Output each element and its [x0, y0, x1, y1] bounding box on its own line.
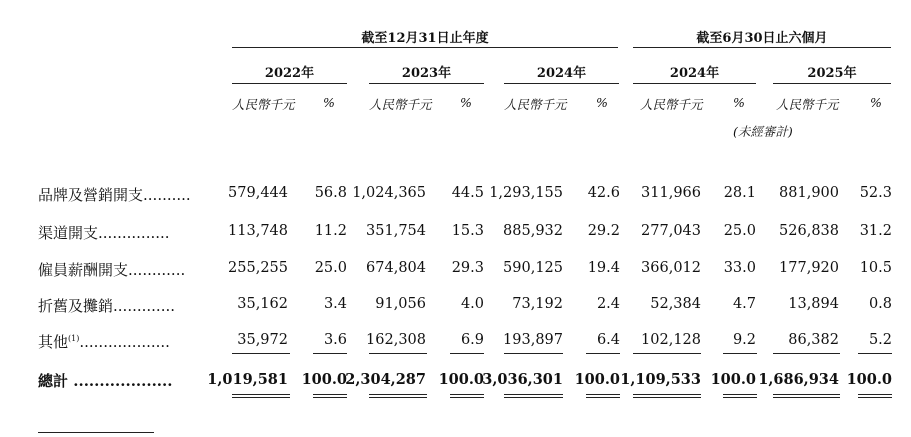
cell: 351,754	[366, 223, 426, 239]
year-header-2023: 2023年	[401, 66, 452, 81]
cell: 56.8	[314, 185, 347, 201]
footnote-marker: (1)	[68, 334, 80, 343]
unit-amount-2023: 人民幣千元	[369, 97, 432, 112]
year-header-2022: 2022年	[264, 66, 315, 81]
subtotal-rule	[232, 353, 290, 354]
cell: 1,686,934	[758, 371, 839, 388]
cell: 526,838	[779, 223, 839, 239]
footnote-separator	[38, 432, 154, 433]
cell: 0.8	[868, 296, 892, 312]
year-rule-2024	[504, 83, 619, 84]
cell: 1,293,155	[489, 185, 563, 201]
unit-amount-2022: 人民幣千元	[232, 97, 295, 112]
unit-pct-2022: %	[323, 95, 335, 110]
cell: 885,932	[503, 223, 563, 239]
cell: 13,894	[788, 296, 839, 312]
year-header-2025-h1: 2025年	[807, 66, 857, 81]
cell: 19.4	[587, 260, 620, 276]
row-label: 總計	[38, 372, 69, 390]
cell: 2,304,287	[345, 371, 426, 388]
total-double-rule	[369, 394, 427, 398]
cell: 366,012	[641, 260, 701, 276]
total-double-rule	[723, 394, 757, 398]
group-rule-fiscal-year	[232, 47, 618, 48]
cell: 3,036,301	[482, 371, 563, 388]
leader-dots: ...................	[73, 372, 173, 390]
cell: 881,900	[779, 185, 839, 201]
cell: 35,162	[237, 296, 288, 312]
cell: 3.6	[323, 332, 347, 348]
year-header-2024-h1: 2024年	[669, 66, 720, 81]
unit-pct-2023: %	[460, 95, 472, 110]
cell: 100.0	[710, 371, 756, 388]
cell: 31.2	[859, 223, 892, 239]
total-double-rule	[858, 394, 892, 398]
total-double-rule	[773, 394, 840, 398]
leader-dots: ...............	[98, 224, 170, 242]
unit-amount-2025-h1: 人民幣千元	[776, 97, 839, 112]
unit-unaudited: (未經審計)	[733, 124, 793, 139]
cell: 91,056	[375, 296, 426, 312]
total-double-rule	[232, 394, 290, 398]
cell: 100.0	[846, 371, 892, 388]
cell: 25.0	[723, 223, 756, 239]
group-header-six-months: 截至6月30日止六個月	[696, 31, 828, 46]
year-header-2024: 2024年	[536, 66, 587, 81]
subtotal-rule	[586, 353, 620, 354]
total-double-rule	[504, 394, 563, 398]
year-rule-2024-h1	[633, 83, 756, 84]
subtotal-rule	[369, 353, 427, 354]
cell: 255,255	[228, 260, 288, 276]
cell: 4.7	[732, 296, 756, 312]
row-label: 品牌及營銷開支	[38, 186, 144, 204]
row-label: 其他	[38, 333, 69, 351]
cell: 1,109,533	[620, 371, 701, 388]
unit-amount-2024: 人民幣千元	[504, 97, 567, 112]
cell: 100.0	[574, 371, 620, 388]
year-rule-2022	[232, 83, 347, 84]
cell: 2.4	[596, 296, 620, 312]
group-rule-six-months	[633, 47, 891, 48]
cell: 33.0	[723, 260, 756, 276]
unit-pct-2024: %	[596, 95, 608, 110]
unit-amount-2024-h1: 人民幣千元	[640, 97, 703, 112]
leader-dots: ............	[128, 261, 186, 279]
cell: 277,043	[641, 223, 701, 239]
cell: 35,972	[237, 332, 288, 348]
total-double-rule	[313, 394, 347, 398]
unit-pct-2025-h1: %	[870, 95, 882, 110]
subtotal-rule	[773, 353, 840, 354]
cell: 28.1	[723, 185, 756, 201]
cell: 177,920	[779, 260, 839, 276]
cell: 311,966	[641, 185, 701, 201]
cell: 674,804	[366, 260, 426, 276]
cell: 579,444	[228, 185, 288, 201]
subtotal-rule	[450, 353, 484, 354]
cell: 11.2	[314, 223, 347, 239]
cell: 15.3	[451, 223, 484, 239]
cell: 590,125	[503, 260, 563, 276]
cell: 162,308	[366, 332, 426, 348]
leader-dots: ...................	[79, 333, 170, 351]
cell: 42.6	[587, 185, 620, 201]
subtotal-rule	[723, 353, 757, 354]
cell: 3.4	[323, 296, 347, 312]
subtotal-rule	[858, 353, 892, 354]
group-header-fiscal-year: 截至12月31日止年度	[361, 31, 489, 46]
cell: 100.0	[438, 371, 484, 388]
total-double-rule	[450, 394, 484, 398]
cell: 86,382	[788, 332, 839, 348]
cell: 73,192	[512, 296, 563, 312]
total-double-rule	[586, 394, 620, 398]
cell: 10.5	[859, 260, 892, 276]
subtotal-rule	[633, 353, 701, 354]
cell: 29.2	[587, 223, 620, 239]
cell: 113,748	[228, 223, 288, 239]
cell: 193,897	[503, 332, 563, 348]
cell: 52,384	[650, 296, 701, 312]
cell: 1,024,365	[352, 185, 426, 201]
subtotal-rule	[504, 353, 563, 354]
row-label: 折舊及攤銷	[38, 297, 114, 315]
cell: 100.0	[301, 371, 347, 388]
cell: 6.9	[460, 332, 484, 348]
row-label: 僱員薪酬開支	[38, 261, 129, 279]
leader-dots: .............	[113, 297, 176, 315]
subtotal-rule	[313, 353, 347, 354]
cell: 6.4	[596, 332, 620, 348]
cell: 5.2	[868, 332, 892, 348]
cell: 9.2	[732, 332, 756, 348]
year-rule-2025-h1	[773, 83, 891, 84]
cell: 52.3	[859, 185, 892, 201]
cell: 25.0	[314, 260, 347, 276]
cell: 44.5	[451, 185, 484, 201]
total-double-rule	[633, 394, 701, 398]
cell: 4.0	[460, 296, 484, 312]
cell: 29.3	[451, 260, 484, 276]
leader-dots: ..........	[143, 186, 191, 204]
year-rule-2023	[369, 83, 484, 84]
unit-pct-2024-h1: %	[733, 95, 745, 110]
cell: 1,019,581	[207, 371, 288, 388]
row-label: 渠道開支	[38, 224, 99, 242]
cell: 102,128	[641, 332, 701, 348]
